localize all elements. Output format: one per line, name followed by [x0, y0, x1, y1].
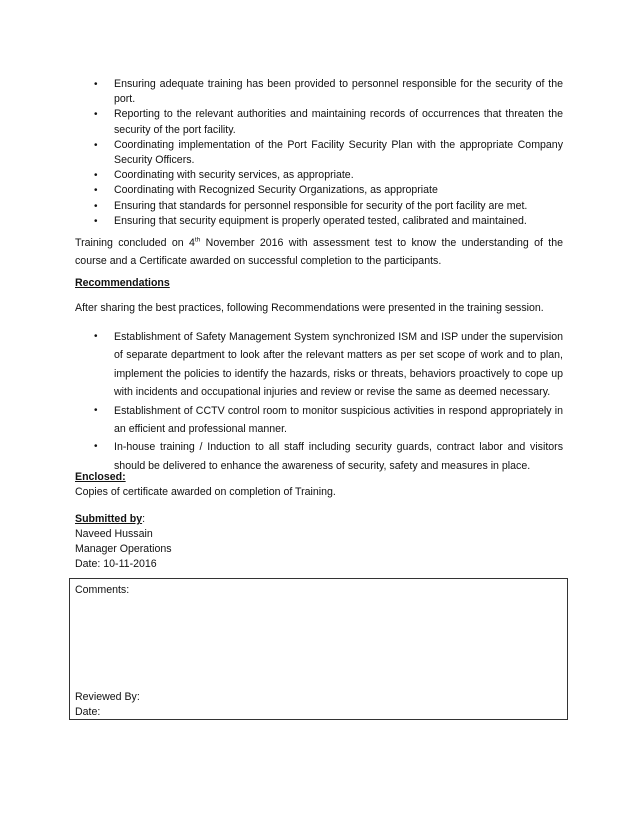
comments-label: Comments: — [75, 584, 130, 596]
submitted-colon: : — [142, 513, 146, 525]
review-comments-box — [69, 578, 568, 720]
reviewed-by-label: Reviewed By: — [75, 691, 140, 703]
submitted-date: Date: 10-11-2016 — [75, 558, 157, 570]
ordinal-suffix: th — [194, 236, 201, 244]
list-item: • Ensuring that security equipment is properly operated tested, calibrated and maintained. — [93, 214, 563, 229]
submitted-heading: Submitted by — [75, 513, 143, 525]
submitter-name: Naveed Hussain — [75, 528, 153, 540]
recommendations-heading: Recommendations — [75, 277, 170, 289]
training-prefix: Training concluded on 4 — [75, 237, 195, 249]
list-item: • Coordinating implementation of the Port Facility Security Plan with the appropriate Company Security Officers. — [93, 138, 563, 168]
duties-list — [93, 77, 563, 229]
list-item: • Reporting to the relevant authorities and maintaining records of occurrences that threaten the security of the port facility. — [93, 107, 563, 137]
list-item: • Establishment of CCTV control room to monitor suspicious activities in respond appropriately in an efficient and professional manner. — [93, 402, 563, 439]
list-item: • Establishment of Safety Management System synchronized ISM and ISP under the supervision of separate department to look after the relevant matters as per set scope of work and to plan, implement the policies to identify the hazards, risks or threats, behaviors proactively to cope up with incidents and occupational injuries and review or revise the same as deemed necessary. — [93, 328, 563, 402]
training-suffix: November 2016 with assessment test to know the understanding of the course and a Certificate awarded on successful completion to the participants. — [75, 237, 564, 268]
review-date-label: Date: — [75, 706, 101, 718]
enclosed-text: Copies of certificate awarded on completion of Training. — [75, 486, 336, 498]
list-item: • Coordinating with Recognized Security Organizations, as appropriate — [93, 183, 563, 198]
list-item: • Ensuring that standards for personnel responsible for security of the port facility are met. — [93, 199, 563, 214]
list-item: • In-house training / Induction to all staff including security guards, contract labor and visitors should be delivered to enhance the awareness of security, safety and measures in place. — [93, 438, 563, 475]
submitted-heading-line — [75, 512, 563, 527]
list-item: • Ensuring adequate training has been provided to personnel responsible for the security of the port. — [93, 77, 563, 107]
list-item: • Coordinating with security services, as appropriate. — [93, 168, 563, 183]
enclosed-section — [75, 470, 563, 500]
enclosed-heading: Enclosed: — [75, 471, 126, 483]
training-paragraph — [75, 234, 563, 271]
submitter-title: Manager Operations — [75, 543, 172, 555]
recommendations-intro: After sharing the best practices, following Recommendations were presented in the training session. — [75, 302, 544, 314]
submitted-section — [75, 512, 563, 572]
recommendations-list — [93, 328, 563, 475]
